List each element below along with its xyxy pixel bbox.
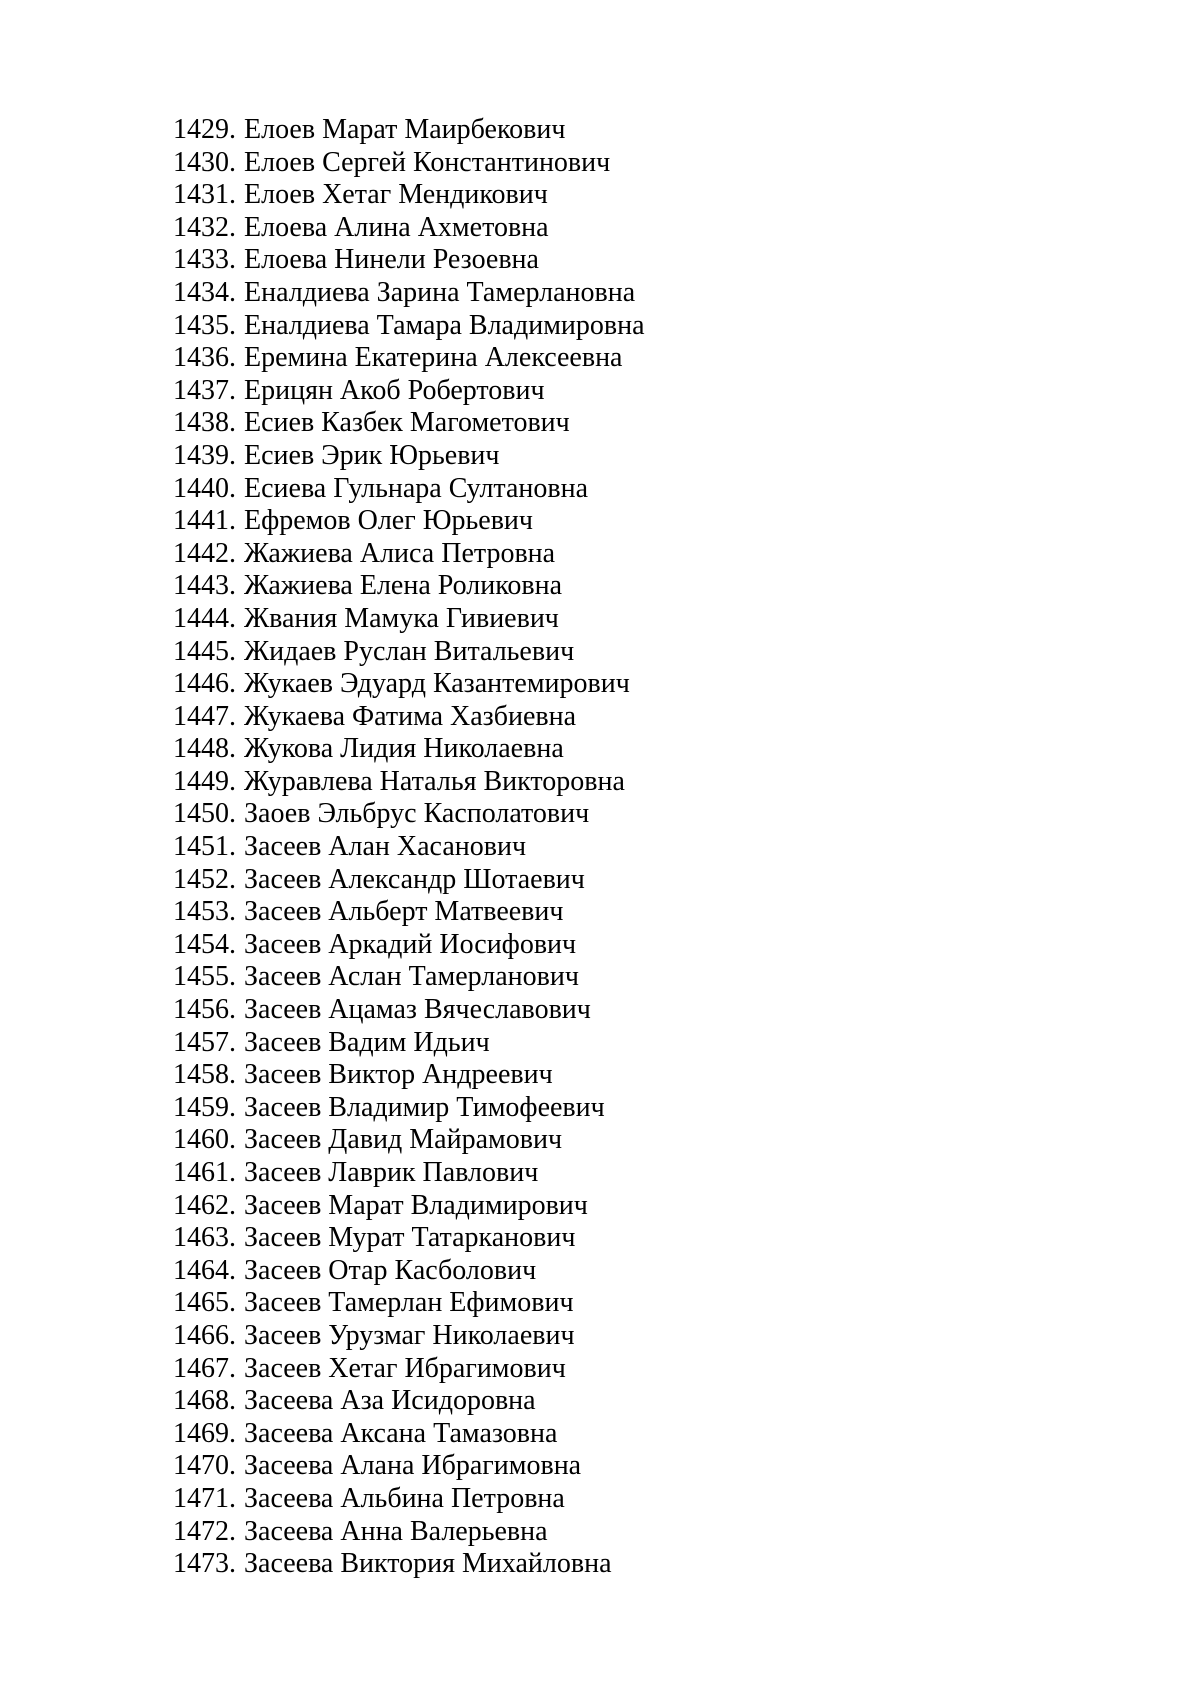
entry-number: 1457. [173, 1026, 236, 1058]
entry-number: 1464. [173, 1254, 236, 1286]
list-item [173, 1418, 645, 1451]
list-item [173, 310, 645, 343]
entry-name: Засеев Вадим Идьич [244, 1026, 490, 1058]
entry-name: Засеев Альберт Матвеевич [244, 896, 564, 928]
entry-name: Засеев Марат Владимирович [244, 1189, 588, 1221]
entry-number: 1466. [173, 1319, 236, 1351]
entry-number: 1451. [173, 831, 236, 863]
entry-name: Засеев Аслан Тамерланович [244, 961, 579, 993]
list-item [173, 244, 645, 277]
entry-number: 1462. [173, 1189, 236, 1221]
entry-name: Засеев Аркадий Иосифович [244, 928, 577, 960]
list-item [173, 407, 645, 440]
entry-number: 1469. [173, 1417, 236, 1449]
entry-number: 1446. [173, 668, 236, 700]
list-item [173, 603, 645, 636]
entry-name: Засеев Мурат Татарканович [244, 1222, 576, 1254]
entry-name: Засеев Тамерлан Ефимович [244, 1287, 574, 1319]
entry-number: 1458. [173, 1059, 236, 1091]
entry-name: Еналдиева Тамара Владимировна [244, 309, 645, 341]
entry-number: 1448. [173, 733, 236, 765]
entry-name: Засеев Отар Касболович [244, 1254, 537, 1286]
entry-number: 1453. [173, 896, 236, 928]
list-item [173, 1255, 645, 1288]
entry-number: 1467. [173, 1352, 236, 1384]
entry-name: Еремина Екатерина Алексеевна [244, 342, 623, 374]
list-item [173, 277, 645, 310]
list-item [173, 961, 645, 994]
entry-name: Засеева Аза Исидоровна [244, 1385, 536, 1417]
entry-number: 1463. [173, 1222, 236, 1254]
entry-number: 1435. [173, 309, 236, 341]
entry-name: Жвания Мамука Гивиевич [244, 602, 559, 634]
entry-name: Жукаев Эдуард Казантемирович [244, 668, 630, 700]
entry-name: Заоев Эльбрус Касполатович [244, 798, 590, 830]
list-item [173, 864, 645, 897]
entry-name: Жукова Лидия Николаевна [244, 733, 564, 765]
entry-name: Засеев Александр Шотаевич [244, 863, 585, 895]
list-item [173, 1516, 645, 1549]
list-item [173, 831, 645, 864]
list-item [173, 733, 645, 766]
entry-name: Жажиева Елена Роликовна [244, 570, 563, 602]
entry-name: Есиева Гульнара Султановна [244, 472, 589, 504]
entry-number: 1447. [173, 700, 236, 732]
entry-name: Засеев Виктор Андреевич [244, 1059, 553, 1091]
entry-name: Журавлева Наталья Викторовна [244, 765, 625, 797]
list-item [173, 1548, 645, 1581]
entry-number: 1441. [173, 505, 236, 537]
list-item [173, 147, 645, 180]
entry-name: Ефремов Олег Юрьевич [244, 505, 533, 537]
list-item [173, 1450, 645, 1483]
list-item [173, 375, 645, 408]
list-item [173, 1092, 645, 1125]
entry-number: 1460. [173, 1124, 236, 1156]
list-item [173, 1483, 645, 1516]
entry-name: Засеев Алан Хасанович [244, 831, 527, 863]
entry-number: 1465. [173, 1287, 236, 1319]
entry-name: Засеев Урузмаг Николаевич [244, 1319, 575, 1351]
entry-number: 1438. [173, 407, 236, 439]
entry-number: 1429. [173, 114, 236, 145]
list-item [173, 1124, 645, 1157]
entry-number: 1454. [173, 928, 236, 960]
entry-number: 1455. [173, 961, 236, 993]
entry-name: Есиев Казбек Магометович [244, 407, 570, 439]
entry-number: 1468. [173, 1385, 236, 1417]
entry-number: 1440. [173, 472, 236, 504]
list-item [173, 570, 645, 603]
entry-name: Еналдиева Зарина Тамерлановна [244, 276, 636, 308]
list-item [173, 1320, 645, 1353]
list-item [173, 1353, 645, 1386]
entry-number: 1444. [173, 602, 236, 634]
entry-number: 1450. [173, 798, 236, 830]
list-item [173, 1385, 645, 1418]
entry-number: 1452. [173, 863, 236, 895]
name-list [173, 114, 645, 1581]
entry-number: 1449. [173, 765, 236, 797]
entry-name: Елоева Нинели Резоевна [244, 244, 539, 276]
list-item [173, 114, 645, 147]
entry-number: 1437. [173, 374, 236, 406]
entry-number: 1434. [173, 276, 236, 308]
entry-number: 1439. [173, 439, 236, 471]
entry-name: Ерицян Акоб Робертович [244, 374, 545, 406]
entry-name: Засеева Аксана Тамазовна [244, 1417, 558, 1449]
entry-name: Засеев Давид Майрамович [244, 1124, 563, 1156]
list-item [173, 505, 645, 538]
entry-number: 1432. [173, 211, 236, 243]
entry-number: 1433. [173, 244, 236, 276]
entry-number: 1431. [173, 179, 236, 211]
entry-number: 1445. [173, 635, 236, 667]
entry-number: 1473. [173, 1548, 236, 1580]
entry-number: 1470. [173, 1450, 236, 1482]
entry-name: Жидаев Руслан Витальевич [244, 635, 575, 667]
entry-number: 1472. [173, 1515, 236, 1547]
entry-number: 1459. [173, 1091, 236, 1123]
entry-name: Засеев Владимир Тимофеевич [244, 1091, 605, 1123]
entry-number: 1471. [173, 1482, 236, 1514]
entry-name: Жажиева Алиса Петровна [244, 537, 556, 569]
list-item [173, 1222, 645, 1255]
list-item [173, 994, 645, 1027]
list-item [173, 668, 645, 701]
entry-number: 1461. [173, 1157, 236, 1188]
entry-name: Засеев Ацамаз Вячеславович [244, 994, 591, 1026]
entry-name: Елоев Хетаг Мендикович [244, 179, 548, 211]
list-item [173, 1287, 645, 1320]
entry-name: Жукаева Фатима Хазбиевна [244, 700, 577, 732]
entry-name: Засеева Альбина Петровна [244, 1482, 565, 1514]
entry-number: 1442. [173, 537, 236, 569]
list-item [173, 1059, 645, 1092]
entry-name: Засеева Виктория Михайловна [244, 1548, 612, 1580]
entry-name: Засеева Анна Валерьевна [244, 1515, 548, 1547]
list-item [173, 636, 645, 669]
entry-name: Елоев Сергей Константинович [244, 146, 611, 178]
list-item [173, 701, 645, 734]
entry-number: 1456. [173, 994, 236, 1026]
entry-number: 1430. [173, 146, 236, 178]
list-item [173, 1157, 645, 1190]
list-item [173, 473, 645, 506]
entry-name: Есиев Эрик Юрьевич [244, 439, 500, 471]
list-item [173, 798, 645, 831]
list-item [173, 440, 645, 473]
entry-name: Засеев Хетаг Ибрагимович [244, 1352, 566, 1384]
list-item [173, 342, 645, 375]
entry-name: Елоева Алина Ахметовна [244, 211, 549, 243]
list-item [173, 1027, 645, 1060]
entry-number: 1443. [173, 570, 236, 602]
list-item [173, 538, 645, 571]
list-item [173, 179, 645, 212]
entry-name: Засеев Лаврик Павлович [244, 1157, 539, 1188]
list-item [173, 929, 645, 962]
entry-number: 1436. [173, 342, 236, 374]
entry-name: Засеева Алана Ибрагимовна [244, 1450, 582, 1482]
entry-name: Елоев Марат Маирбекович [244, 114, 566, 145]
list-item [173, 212, 645, 245]
list-item [173, 896, 645, 929]
list-item [173, 766, 645, 799]
list-item [173, 1190, 645, 1223]
